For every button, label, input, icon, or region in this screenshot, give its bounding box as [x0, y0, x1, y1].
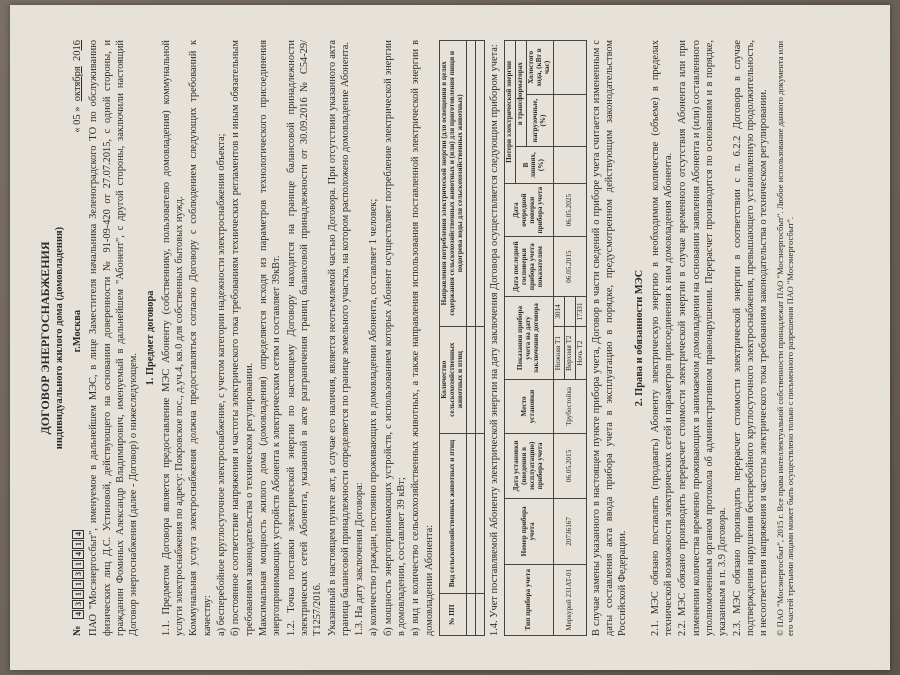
next-check-date: 06.05.2025: [553, 183, 586, 237]
table-header: Дата очередной поверки прибора учета: [505, 183, 554, 237]
copyright-footer: © ПАО "Мосэнергосбыт", 2015 г. Все права интеллектуальной собственности принадлежат ПАО "Мосэнергосбыт". Любое использование данного документа или его частей третьими лицами может быть осуществлено только с письменного разрешения ПАО "Мосэнергосбыт".: [774, 40, 795, 636]
number-digit: 4: [72, 610, 84, 619]
quality-paragraph: Коммунальная услуга электроснабжения должна предоставляться согласно Договору с соблюдением следующих требований к качеству:: [188, 40, 213, 636]
install-date: 06.05.2015: [553, 433, 586, 498]
document-title: ДОГОВОР ЭНЕРГОСНАБЖЕНИЯ: [38, 241, 52, 435]
clause-1-4: 1.4. Учет поставляемой Абоненту электрической энергии на дату заключения Договора осуществляется следующим прибором учета:: [488, 44, 500, 636]
tariff-label: Нижняя T1: [553, 327, 564, 380]
tariff-value: [564, 296, 575, 326]
contract-date: « 05 » октября 2016: [71, 40, 83, 133]
quality-item-b: б) постоянное соответствие напряжения и частоты электрического тока требованиям технических регламентов и иным обязательным требованиям законодательства о техническом регулировании.: [230, 40, 255, 636]
boundary-note: Указанный в настоящем пункте акт, в случае его наличия, является неотъемлемой частью Договора. При отсутствии указанного акта граница балансовой принадлежности определяется по границе земельного участка, на котором расположено домовладение Абонента.: [326, 40, 351, 636]
clause-2-1: 2.1. МЭС обязано поставлять (продавать) Абоненту электрическую энергию в необходимом количестве (объеме) в пределах технической возможности электрических сетей и параметров присоединения к ним домовладения Абонента.: [649, 40, 675, 636]
meter-type: Меркурий 231AT-01: [553, 564, 586, 635]
clause-1-3-c: в) вид и количество сельскохозяйственных животных, а также направления использования поставленной электрической энергии в домовладении Абонента:: [410, 40, 435, 636]
table-header: Дата установки (введения в эксплуатацию) прибора учета: [505, 433, 554, 498]
table-subheader: В линиях, (%): [516, 147, 554, 184]
table-header: Показания прибора учета на дату заключения договора: [505, 296, 554, 379]
document-sheet: [10, 5, 890, 670]
number-digit: 1: [72, 540, 84, 549]
animals-table: [439, 40, 485, 636]
table-header: Дата последней госповерки прибора учета показателям: [505, 237, 554, 297]
number-digit: 4: [72, 550, 84, 559]
table-header: Количество сельскохозяйственных животных и птиц: [440, 326, 467, 433]
document-subtitle: индивидуального жилого дома (домовладения): [54, 226, 66, 450]
number-digit: 4: [72, 530, 84, 539]
number-digit: 1: [72, 580, 84, 589]
table-header: Направления потребления электрической энергии (для освещения в целях содержания сельскохозяйственных животных и (или) для приготовления пищи и подогрева воды для сельскохозяйственных животных): [440, 41, 467, 327]
table-subheader: нагрузочные, (%): [526, 94, 553, 147]
document-content: [20, 18, 880, 658]
tariff-label: Верхняя T2: [564, 327, 575, 380]
number-digit: 1: [72, 590, 84, 599]
table-row: [475, 41, 484, 636]
table-header: Номер прибора учета: [505, 499, 554, 564]
tariff-value: 3014: [553, 296, 564, 326]
table-subheader: Холостого хода, (кВт в час): [526, 41, 553, 95]
check-date: 06.05.2015: [553, 237, 586, 297]
number-digit: 1: [72, 560, 84, 569]
section-1-title: 1. Предмет договора: [145, 290, 157, 386]
header-row: [71, 40, 84, 636]
date-day: « 05 »: [71, 106, 83, 133]
number-sign: №: [71, 625, 83, 636]
clause-1-3-b: б) мощность энергопринимающих устройств, с использованием которых Абонент осуществляет потребление электрической энергии в домовладении, составляет 39 кВт;: [382, 40, 408, 636]
tariff-value: 17331: [575, 296, 586, 326]
section-2-title: 2. Права и обязанности МЭС: [634, 269, 646, 407]
max-power-paragraph: Максимальная мощность жилого дома (домовладения) определяется исходя из параметров технологического присоединения энергопринимающих устройств Абонента к электрическим сетям и составляет 39кВт.: [257, 40, 283, 636]
contract-number: [71, 530, 84, 636]
date-month: октября: [71, 66, 83, 102]
intro-paragraph: ПАО "Мосэнергосбыт", именуемое в дальнейшем МЭС, в лице Заместителя начальника Зеленоградского ТО по обслуживанию физических лиц Д.С. Устиновой, действующего на основании доверенности № 91-09-420 от 27.07.2015, с одной стороны, и гражданин Фоминых Александр Владимирович, именуемый в дальнейшем "Абонент", с другой стороны, заключили настоящий Договор энергоснабжения (далее - Договор) о нижеследующем.: [88, 40, 140, 636]
table-header: Место установки: [505, 380, 554, 434]
clause-1-1: 1.1. Предметом Договора является предоставление МЭС Абоненту (собственнику, пользователю домовладения) коммунальной услуги электроснабжения по адресу: Покровское пос., д.уч.4, кв.0 для собственных бытовых нужд.: [160, 40, 186, 636]
number-digit: 3: [72, 570, 84, 579]
clause-2-2: 2.2. МЭС обязано производить перерасчет стоимости электрической энергии в случае временного отсутствия Абонента или при изменении количества временно проживающих в занимаемом домовладении на основании заявления Абонента и (или) составленного уполномоченным органом протокола об административном правонарушении. Перерасчет производится по основаниям и в порядке, указанным в п. 3.9 Договора.: [677, 40, 729, 636]
table-header: Вид сельскохозяйственных животных и птиц: [440, 433, 467, 594]
clause-1-3: 1.3. На дату заключения Договора:: [354, 482, 366, 636]
table-header: Тип прибора учета: [505, 564, 554, 635]
clause-1-2: 1.2. Точка поставки электрической энергии по настоящему Договору находится на границе балансовой принадлежности электрических сетей Абонента, указанной в акте разграничения границ балансовой принадлежности от 30.09.2016 № С54-29/Т1257/2016.: [285, 40, 324, 636]
install-place: Трубостойка: [553, 380, 586, 434]
city: г.Москва: [71, 309, 83, 353]
clause-1-3-a: а) количество граждан, постоянно проживающих в домовладении Абонента, составляет 1 человек;: [368, 198, 380, 636]
meter-number: 20736167: [553, 499, 586, 564]
table-subheader: в трансформаторах: [516, 41, 527, 147]
clause-2-3: 2.3. МЭС обязано производить перерасчет стоимости электрической энергии в соответствии с п. 6.2.2 Договора в случае подтверждения нарушения бесперебойного круглосуточного электроснабжения, превышающего установленную продолжительность, и несоответствия напряжения и частоты электрического тока требованиям законодательства о техническом регулировании.: [731, 40, 770, 636]
quality-item-a: а) бесперебойное круглосуточное электроснабжение, с учетом категории надежности электроснабжения объекта;: [216, 133, 228, 636]
date-year: 16: [71, 40, 83, 51]
meter-replace-paragraph: В случае замены указанного в настоящем пункте прибора учета, Договор в части сведений о приборе учета считается измененным с даты составления акта ввода прибора учета в эксплуатацию в порядке, предусмотренном действующим законодательством Российской Федерации.: [590, 40, 629, 636]
meter-table: [504, 40, 586, 636]
number-digit: 3: [72, 600, 84, 609]
table-row: [553, 41, 564, 636]
tariff-label: Ночь T2: [575, 327, 586, 380]
table-header: № ПП: [440, 594, 467, 636]
table-row: [466, 41, 475, 636]
table-header: Потери электрической энергии: [505, 41, 516, 184]
